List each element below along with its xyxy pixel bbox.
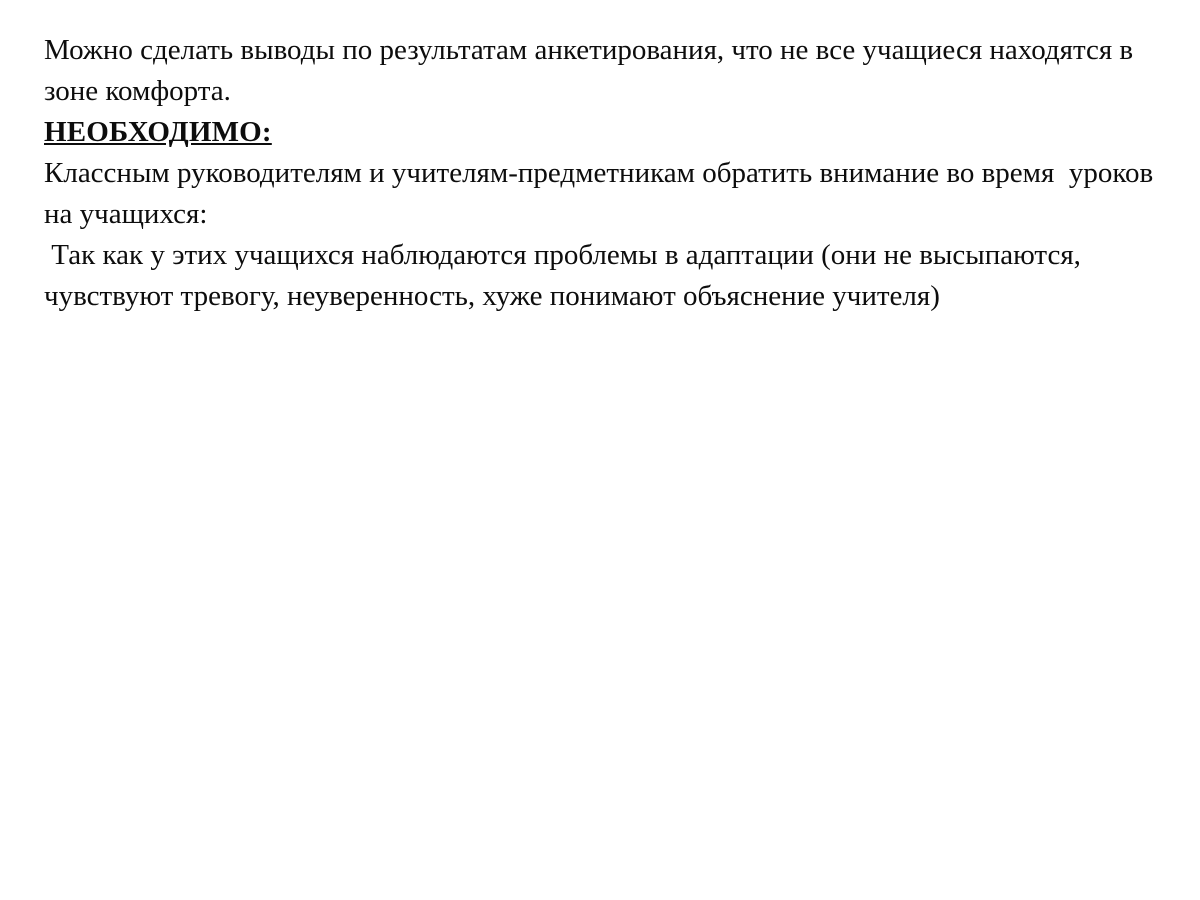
- slide-text-body: [44, 30, 1161, 317]
- heading-necessary: НЕОБХОДИМО:: [44, 116, 272, 148]
- paragraph-reason: Так как у этих учащихся наблюдаются проблемы в адаптации (они не высыпаются, чувствуют тревогу, неуверенность, хуже понимают объяснение учителя): [44, 239, 1089, 312]
- paragraph-conclusion: Можно сделать выводы по результатам анкетирования, что не все учащиеся находятся в зоне комфорта.: [44, 34, 1141, 107]
- paragraph-instruction: Классным руководителям и учителям-предметникам обратить внимание во время уроков на учащихся:: [44, 157, 1161, 230]
